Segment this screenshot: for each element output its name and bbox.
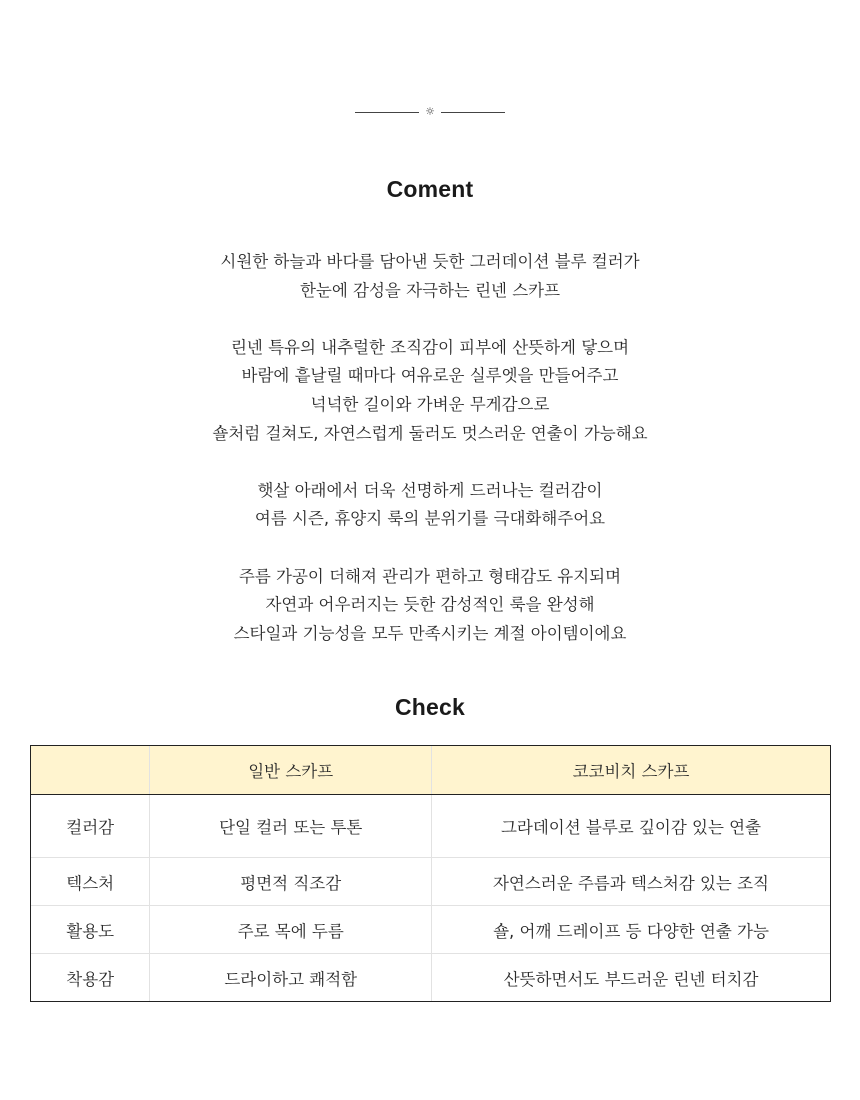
cocobeach-scarf-cell: 자연스러운 주름과 텍스처감 있는 조직 [432,858,831,906]
comment-line: 스타일과 기능성을 모두 만족시키는 계절 아이템이에요 [233,623,627,643]
comment-paragraph [0,563,860,649]
row-label: 컬러감 [31,795,150,858]
comment-paragraph [0,334,860,448]
regular-scarf-cell: 주로 목에 두름 [150,906,432,954]
regular-scarf-cell: 평면적 직조감 [150,858,432,906]
comment-line: 여름 시즌, 휴양지 룩의 분위기를 극대화해주어요 [254,509,606,529]
comment-line: 넉넉한 길이와 가벼운 무게감으로 [310,394,550,414]
comment-paragraph [0,248,860,305]
comparison-table [30,745,831,1002]
regular-scarf-cell: 단일 컬러 또는 투톤 [150,795,432,858]
cocobeach-scarf-cell: 산뜻하면서도 부드러운 린넨 터치감 [432,954,831,1002]
table-row [31,858,831,906]
row-label: 텍스처 [31,858,150,906]
comment-line: 주름 가공이 더해져 관리가 편하고 형태감도 유지되며 [238,566,622,586]
table-row [31,906,831,954]
sun-icon: ☼ [425,105,435,118]
divider-line-left [355,112,419,113]
comment-line: 린넨 특유의 내추럴한 조직감이 피부에 산뜻하게 닿으며 [230,337,630,357]
comment-line: 한눈에 감성을 자극하는 린넨 스카프 [299,280,561,300]
cocobeach-scarf-cell: 그라데이션 블루로 깊이감 있는 연출 [432,795,831,858]
table-header-row [31,746,831,795]
regular-scarf-cell: 드라이하고 쾌적함 [150,954,432,1002]
comment-paragraph [0,477,860,534]
comment-line: 자연과 어우러지는 듯한 감성적인 룩을 완성해 [265,595,595,615]
header-cell-empty [31,746,150,795]
row-label: 착용감 [31,954,150,1002]
comment-line: 시원한 하늘과 바다를 담아낸 듯한 그러데이션 블루 컬러가 [220,252,640,271]
table-row [31,954,831,1002]
header-cell-regular-scarf: 일반 스카프 [150,746,432,795]
comment-body [0,248,860,648]
row-label: 활용도 [31,906,150,954]
comment-line: 숄처럼 걸쳐도, 자연스럽게 둘러도 멋스러운 연출이 가능해요 [212,423,648,443]
cocobeach-scarf-cell: 숄, 어깨 드레이프 등 다양한 연출 가능 [432,906,831,954]
coment-heading: Coment [386,176,474,202]
header-cell-cocobeach-scarf: 코코비치 스카프 [432,746,831,795]
divider-line-right [441,112,505,113]
comment-line: 바람에 흩날릴 때마다 여유로운 실루엣을 만들어주고 [241,366,619,386]
check-heading: Check [394,694,466,720]
ornament-divider [0,104,860,120]
table-row [31,795,831,858]
comment-line: 햇살 아래에서 더욱 선명하게 드러나는 컬러감이 [257,480,603,500]
